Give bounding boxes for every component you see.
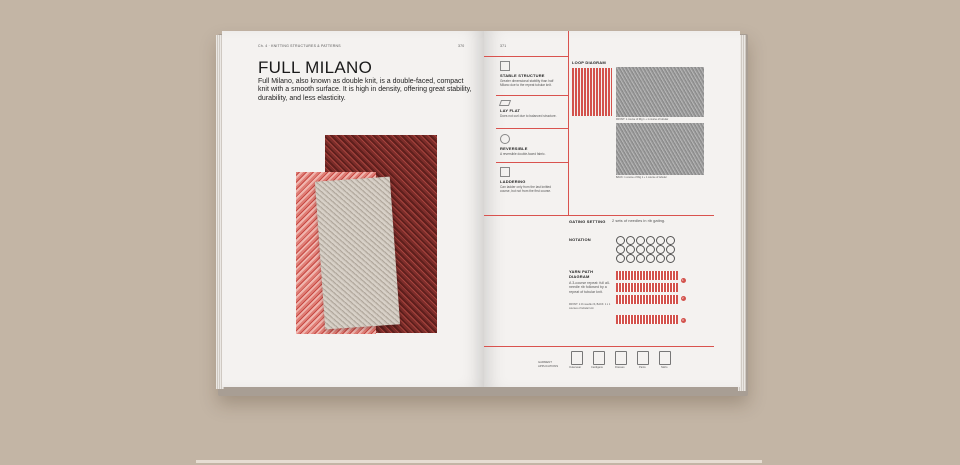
left-page bbox=[222, 31, 484, 387]
rule bbox=[484, 346, 714, 347]
back-fabric-photo bbox=[616, 123, 704, 175]
front-fabric-photo bbox=[616, 67, 704, 117]
surface-strip bbox=[196, 460, 762, 463]
page-number-left: 370 bbox=[458, 44, 465, 48]
intro-paragraph: Full Milano, also known as double knit, is a double-faced, compact knit with a smooth surface. It is high in density, offering great stability, durability, and less elasticity. bbox=[258, 78, 472, 102]
marker-3-label: 3 bbox=[682, 318, 684, 322]
rule bbox=[568, 31, 569, 215]
back-caption: BACK: 1 course of Rig 1 + 1 course of tubular bbox=[616, 176, 667, 179]
rule bbox=[484, 56, 568, 57]
gating-value: 2 sets of needles in rib gating. bbox=[612, 218, 666, 223]
yarn-path-label: YARN PATH DIAGRAM bbox=[569, 269, 594, 279]
notation-label: NOTATION bbox=[569, 237, 591, 242]
yarn-path-row-4 bbox=[616, 315, 678, 324]
reverse-icon bbox=[500, 134, 510, 144]
page-number-right: 371 bbox=[500, 44, 507, 48]
notation-row-3 bbox=[616, 254, 675, 263]
applications-label: GARMENT APPLICATIONS bbox=[538, 360, 559, 368]
yarn-path-row-3 bbox=[616, 295, 678, 304]
open-book bbox=[212, 31, 748, 393]
dress-icon bbox=[615, 351, 627, 365]
skirt-icon bbox=[659, 351, 671, 365]
loop-diagram-label: LOOP DIAGRAM bbox=[572, 60, 606, 65]
notation-row-1 bbox=[616, 236, 675, 245]
rule bbox=[484, 215, 714, 216]
marker-1-label: 1 bbox=[682, 278, 684, 282]
yarn-path-row-1 bbox=[616, 271, 678, 280]
coat-icon bbox=[571, 351, 583, 365]
grid-icon bbox=[500, 61, 510, 71]
marker-2-label: 2 bbox=[682, 296, 684, 300]
pants-icon bbox=[637, 351, 649, 365]
yarn-path-text: A 3-course repeat: full all-needle rib followed by a repeat of tubular knit. bbox=[569, 281, 610, 294]
notation-row-2 bbox=[616, 245, 675, 254]
yarn-path-caption: FRONT: 1 rib needle rib, BACK: 1 x 1 courses of tubular knit bbox=[569, 303, 611, 310]
ladder-icon bbox=[500, 167, 510, 177]
right-page: 371 STABLE STRUCTURE Greater dimensional stability than half Milano due to the repeat tubular knit. LAY FLAT Does not curl due to balanced structure. REVERSIBLE A reversible double-faced fabric. LADDERING Can ladder only from the last knitted course, but not from the first course. LOOP DIAGRAM FRONT: 1 course of Rig 1 + 1 course of tubular BACK: 1 course of Rig 1 + 1 course of tubular GATING SETTING 2 sets of needles in rib gating. NOTATION YARN PATH DIAGRAM A 3-course repeat: full all-needle rib followed by a repeat of tubular knit. FRONT: 1 rib needle rib, BACK: 1 x 1 courses of tubular knit GARMENT APPLICATIONS Outerwear Cardigans Dresses Pants Skirts 1 2 3 bbox=[484, 31, 740, 387]
flat-icon bbox=[499, 100, 511, 106]
grey-swatch bbox=[315, 177, 400, 330]
gating-label: GATING SETTING bbox=[569, 219, 606, 224]
loop-diagram bbox=[572, 68, 612, 116]
running-head: Ch. 4 · KNITTING STRUCTURES & PATTERNS bbox=[258, 44, 341, 48]
cardigan-icon bbox=[593, 351, 605, 365]
yarn-path-row-2 bbox=[616, 283, 678, 292]
front-caption: FRONT: 1 course of Rig 1 + 1 course of tubular bbox=[616, 118, 669, 121]
page-title: FULL MILANO bbox=[258, 58, 373, 77]
